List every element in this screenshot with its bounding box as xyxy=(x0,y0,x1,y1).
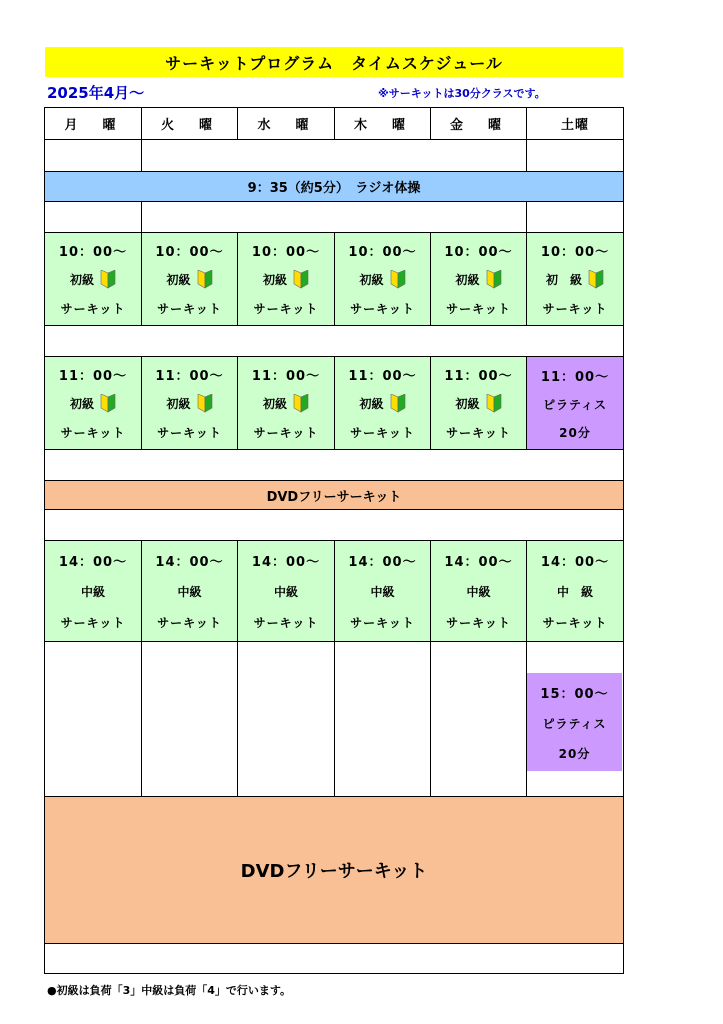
slot2-fri xyxy=(431,357,527,450)
slot1-mon xyxy=(45,233,142,326)
slot-program: サーキット xyxy=(542,301,608,316)
day-header-tue: 火 曜 xyxy=(142,108,238,140)
beginner-mark-icon xyxy=(100,270,116,289)
slot3-tue xyxy=(142,541,238,642)
slot2-wed xyxy=(238,357,335,450)
slot-program: サーキット xyxy=(60,301,126,316)
slot-program: ピラティス xyxy=(542,716,607,731)
slot-duration: 20分 xyxy=(559,425,591,440)
slot1-fri xyxy=(431,233,527,326)
beginner-mark-icon xyxy=(293,270,309,289)
slot-level-label: 初級 xyxy=(455,273,480,288)
slot-time: 14：00～ xyxy=(348,554,417,570)
beginner-mark-icon xyxy=(390,270,406,289)
slot3-thu xyxy=(335,541,431,642)
slot-level-label: 初 級 xyxy=(545,273,582,288)
slot-program: ピラティス xyxy=(542,397,608,412)
empty-row xyxy=(45,450,623,481)
slot-time: 14：00～ xyxy=(58,554,128,570)
empty-cell xyxy=(431,642,527,797)
empty-cell xyxy=(142,642,238,797)
slot-level xyxy=(455,270,501,289)
slot-time: 11：00～ xyxy=(348,369,417,385)
empty-cell xyxy=(45,140,142,172)
slot-time: 11：00～ xyxy=(540,369,610,385)
slot-program: サーキット xyxy=(60,616,126,631)
slot-time: 10：00～ xyxy=(251,245,321,261)
slot-program: サーキット xyxy=(253,425,319,440)
slot-level-label: 初級 xyxy=(69,397,94,412)
day-header-thu: 木 曜 xyxy=(335,108,431,140)
slot-level-label: 初級 xyxy=(262,397,287,412)
slot-level xyxy=(546,270,604,289)
slot-program: サーキット xyxy=(350,616,415,631)
beginner-mark-icon xyxy=(486,270,502,289)
day-header-sat: 土曜 xyxy=(527,108,623,140)
slot-level xyxy=(70,270,116,289)
slot-level xyxy=(177,583,201,600)
slot-program: サーキット xyxy=(446,425,511,440)
page-title: サーキットプログラム タイムスケジュール xyxy=(45,47,623,77)
slot-level xyxy=(263,270,309,289)
slot-level-label: 初級 xyxy=(166,397,191,412)
slot-time: 11：00～ xyxy=(155,369,224,385)
slot1-sat xyxy=(527,233,623,326)
empty-cell xyxy=(238,642,335,797)
empty-cell xyxy=(142,201,527,233)
slot-program: サーキット xyxy=(157,301,222,316)
slot-level xyxy=(166,394,212,413)
slot-level-label: 中級 xyxy=(370,585,395,600)
slot-time: 14：00～ xyxy=(444,554,513,570)
day-header-mon: 月 曜 xyxy=(45,108,142,140)
schedule-table xyxy=(44,107,624,974)
dvd-free-circuit-band: DVDフリーサーキット xyxy=(45,481,623,510)
slot1-wed xyxy=(238,233,335,326)
slot-level xyxy=(166,270,212,289)
empty-row xyxy=(45,509,623,541)
empty-cell xyxy=(527,201,623,233)
empty-cell xyxy=(335,642,431,797)
slot-level-label: 初級 xyxy=(359,273,384,288)
slot-program: サーキット xyxy=(542,616,608,631)
slot-level-label: 初級 xyxy=(455,397,480,412)
empty-row xyxy=(45,326,623,357)
slot-program: サーキット xyxy=(253,301,319,316)
slot-time: 10：00～ xyxy=(58,245,128,261)
slot-time: 11：00～ xyxy=(251,369,321,385)
slot-program: サーキット xyxy=(60,425,126,440)
saturday-cell xyxy=(527,642,623,797)
slot-level-label: 中級 xyxy=(466,585,491,600)
slot-level xyxy=(263,394,309,413)
slot-time: 14：00～ xyxy=(251,554,321,570)
slot-program: サーキット xyxy=(446,301,511,316)
slot-level-label: 中級 xyxy=(177,585,202,600)
beginner-mark-icon xyxy=(486,394,502,413)
slot2-sat xyxy=(527,357,623,450)
slot-level-label: 中級 xyxy=(80,585,105,600)
beginner-mark-icon xyxy=(197,270,213,289)
beginner-mark-icon xyxy=(588,270,604,289)
slot-level xyxy=(274,583,298,600)
slot-level xyxy=(81,583,105,600)
slot-level-label: 中級 xyxy=(273,585,298,600)
slot-program: サーキット xyxy=(350,425,415,440)
empty-cell xyxy=(527,140,623,172)
slot3-wed xyxy=(238,541,335,642)
slot-program: サーキット xyxy=(446,616,511,631)
pilates-slot-1500 xyxy=(527,673,622,771)
slot2-tue xyxy=(142,357,238,450)
slot-time: 11：00～ xyxy=(444,369,513,385)
slot-time: 10：00～ xyxy=(444,245,513,261)
slot-level-label: 初級 xyxy=(69,273,94,288)
slot-program: サーキット xyxy=(157,616,222,631)
slot-time: 14：00～ xyxy=(155,554,224,570)
slot-time: 10：00～ xyxy=(155,245,224,261)
beginner-mark-icon xyxy=(197,394,213,413)
slot3-sat xyxy=(527,541,623,642)
empty-cell xyxy=(45,642,142,797)
footnote: ●初級は負荷「3」中級は負荷「4」で行います。 xyxy=(47,984,292,997)
slot-duration: 20分 xyxy=(558,746,591,761)
beginner-mark-icon xyxy=(100,394,116,413)
slot-level-label: 初級 xyxy=(166,273,191,288)
slot3-mon xyxy=(45,541,142,642)
slot-level xyxy=(370,583,394,600)
slot-level-label: 中 級 xyxy=(556,585,593,600)
slot2-thu xyxy=(335,357,431,450)
radio-exercise-band: 9：35（約5分） ラジオ体操 xyxy=(45,172,623,202)
slot-level xyxy=(466,583,490,600)
slot-level xyxy=(455,394,501,413)
slot-level xyxy=(359,394,405,413)
slot-program: サーキット xyxy=(157,425,222,440)
beginner-mark-icon xyxy=(293,394,309,413)
empty-cell xyxy=(45,201,142,233)
slot-level-label: 初級 xyxy=(262,273,287,288)
slot-time: 14：00～ xyxy=(540,554,610,570)
slot3-fri xyxy=(431,541,527,642)
slot-level xyxy=(359,270,405,289)
slot-program: サーキット xyxy=(253,616,319,631)
slot1-tue xyxy=(142,233,238,326)
slot-level xyxy=(557,583,593,600)
slot1-thu xyxy=(335,233,431,326)
slot-time: 15：00～ xyxy=(540,686,609,702)
day-header-fri: 金 曜 xyxy=(431,108,527,140)
day-header-wed: 水 曜 xyxy=(238,108,335,140)
circuit-note: ※サーキットは30分クラスです。 xyxy=(378,87,546,100)
slot-level xyxy=(70,394,116,413)
slot-level-label: 初級 xyxy=(359,397,384,412)
slot-time: 11：00～ xyxy=(58,369,128,385)
slot2-mon xyxy=(45,357,142,450)
slot-time: 10：00～ xyxy=(348,245,417,261)
schedule-period: 2025年4月～ xyxy=(47,84,145,102)
empty-cell xyxy=(142,140,527,172)
slot-time: 10：00～ xyxy=(540,245,610,261)
beginner-mark-icon xyxy=(390,394,406,413)
dvd-free-circuit-block: DVDフリーサーキット xyxy=(45,797,623,944)
slot-program: サーキット xyxy=(350,301,415,316)
